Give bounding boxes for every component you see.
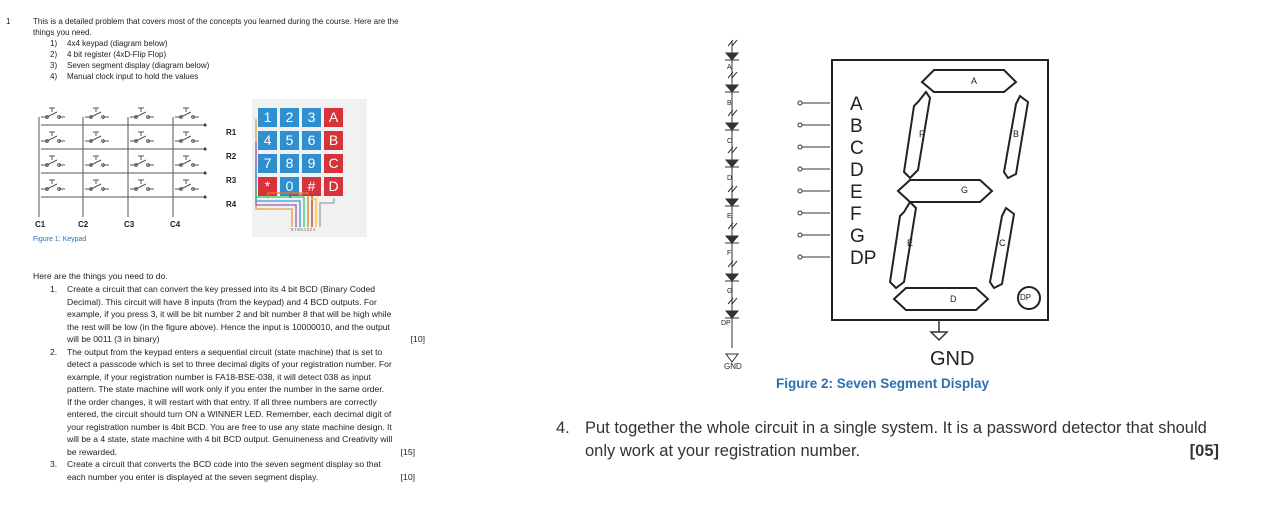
segment-label-d: D <box>950 294 957 304</box>
key-a: A <box>324 108 343 127</box>
row-label-r1: R1 <box>226 128 237 137</box>
key-2: 2 <box>280 108 299 127</box>
question-number: 1 <box>6 17 11 26</box>
segment-label-e: E <box>907 238 914 248</box>
task-2-text: The output from the keypad enters a sequential circuit (state machine) that is set to detect a passcode which is set to three decimal digits of your registration number. For example, if your registration number is FA18-BSE-038, it will detect 038 as input pattern. The state machine will work only if you enter the number in the same order. If the order changes, it will restart with that entry. If all three numbers are correctly entered, the circuit should turn ON a WINNER LED. Remember, each decimal digit of your registration number is 4bit BCD. You are free to use any state machine design. It will be a 4 state, state machine with 4 bit BCD output. Genuineness and Creativity will be rewarded. [15] <box>67 346 415 457</box>
key-hash: # <box>302 177 321 196</box>
segment-label-b: B <box>1013 129 1020 139</box>
needs-list <box>50 38 350 82</box>
row-label-r3: R3 <box>226 176 237 185</box>
col-label-c2: C2 <box>78 220 89 229</box>
key-1: 1 <box>258 108 277 127</box>
pin-c: C <box>850 138 864 159</box>
seven-segment-diagram <box>690 36 1070 376</box>
pin-e: E <box>850 182 863 203</box>
task-4-marks: [05] <box>1189 442 1219 460</box>
segment-label-c: C <box>999 238 1006 248</box>
key-0: 0 <box>280 177 299 196</box>
gnd-label-small: GND <box>724 362 742 371</box>
key-d: D <box>324 177 343 196</box>
keypad-ribbon-wires <box>252 99 367 237</box>
task-3-number: 3. <box>50 459 58 469</box>
led-label-f: F <box>727 250 732 257</box>
pin-d: D <box>850 160 864 181</box>
task-4-number: 4. <box>556 419 570 437</box>
task-3-text: Create a circuit that converts the BCD code into the seven segment display so that each number you enter is displayed at the seven segment display. [10] <box>67 459 415 482</box>
needs-item: 1) 4x4 keypad (diagram below) <box>50 39 168 48</box>
row-label-r4: R4 <box>226 200 237 209</box>
segment-label-f: F <box>919 129 925 139</box>
col-label-c1: C1 <box>35 220 46 229</box>
led-label-dp: DP <box>721 320 731 327</box>
task-1-marks: [10] <box>410 334 425 344</box>
needs-item: 3) Seven segment display (diagram below) <box>50 61 210 70</box>
pin-g: G <box>850 226 865 247</box>
key-8: 8 <box>280 154 299 173</box>
task-1-number: 1. <box>50 284 58 294</box>
key-5: 5 <box>280 131 299 150</box>
keypad-figure-caption: Figure 1: Keypad <box>33 236 87 243</box>
pin-f: F <box>850 204 862 225</box>
led-label-b: B <box>727 100 732 107</box>
led-label-c: C <box>727 138 733 145</box>
task-item-1 <box>50 283 433 346</box>
keypad-image <box>252 99 367 237</box>
task-item-2 <box>50 346 433 459</box>
key-3: 3 <box>302 108 321 127</box>
col-label-c3: C3 <box>124 220 135 229</box>
gnd-label-big: GND <box>930 348 975 370</box>
key-4: 4 <box>258 131 277 150</box>
task-4-line-2: only work at your registration number. <box>585 442 861 460</box>
segment-label-a: A <box>971 76 978 86</box>
led-label-g: G <box>727 288 733 295</box>
tasks-list <box>50 283 433 483</box>
task-2-marks: [15] <box>400 446 415 457</box>
pin-labels <box>850 94 876 270</box>
tasks-heading: Here are the things you need to do. <box>33 271 168 281</box>
task-2-number: 2. <box>50 346 58 357</box>
task-3-marks: [10] <box>400 471 415 482</box>
needs-item: 4) Manual clock input to hold the values <box>50 72 199 81</box>
key-6: 6 <box>302 131 321 150</box>
segment-label-dp: DP <box>1020 293 1032 302</box>
key-b: B <box>324 131 343 150</box>
key-c: C <box>324 154 343 173</box>
needs-item: 2) 4 bit register (4xD-Flip Flop) <box>50 50 167 59</box>
task-item-3 <box>50 458 433 483</box>
task-4-text <box>585 417 1225 463</box>
led-label-e: E <box>727 213 732 220</box>
seven-segment-caption: Figure 2: Seven Segment Display <box>776 376 990 391</box>
pin-a: A <box>850 94 863 115</box>
row-label-r2: R2 <box>226 152 237 161</box>
segment-label-g: G <box>961 185 969 195</box>
col-label-c4: C4 <box>170 220 181 229</box>
task-4-line-1: Put together the whole circuit in a single system. It is a password detector that should <box>585 419 1207 437</box>
intro-line-2: things you need. <box>33 28 92 37</box>
led-label-a: A <box>727 64 732 71</box>
task-1-text: Create a circuit that can convert the key pressed into its 4 bit BCD (Binary Coded Decimal). This circuit will have 8 inputs (from the keypad) and 4 BCD outputs. For example, if you press 3, it will be bit number 2 and bit number 8 that will be high while the rest will be low (in the figure above). Hence the input is 10000010, and the output will be 0011 (3 in binary) [10] <box>67 284 425 344</box>
intro-line-1: This is a detailed problem that covers most of the concepts you learned during the course. Here are the <box>33 17 399 26</box>
key-7: 7 <box>258 154 277 173</box>
keypad-pin-label: 87654321 <box>291 227 316 232</box>
pin-dp: DP <box>850 248 877 269</box>
led-label-d: D <box>727 175 733 182</box>
question-intro <box>33 16 443 38</box>
key-9: 9 <box>302 154 321 173</box>
keypad-matrix-schematic <box>33 105 248 230</box>
key-star: * <box>258 177 277 196</box>
pin-b: B <box>850 116 863 137</box>
